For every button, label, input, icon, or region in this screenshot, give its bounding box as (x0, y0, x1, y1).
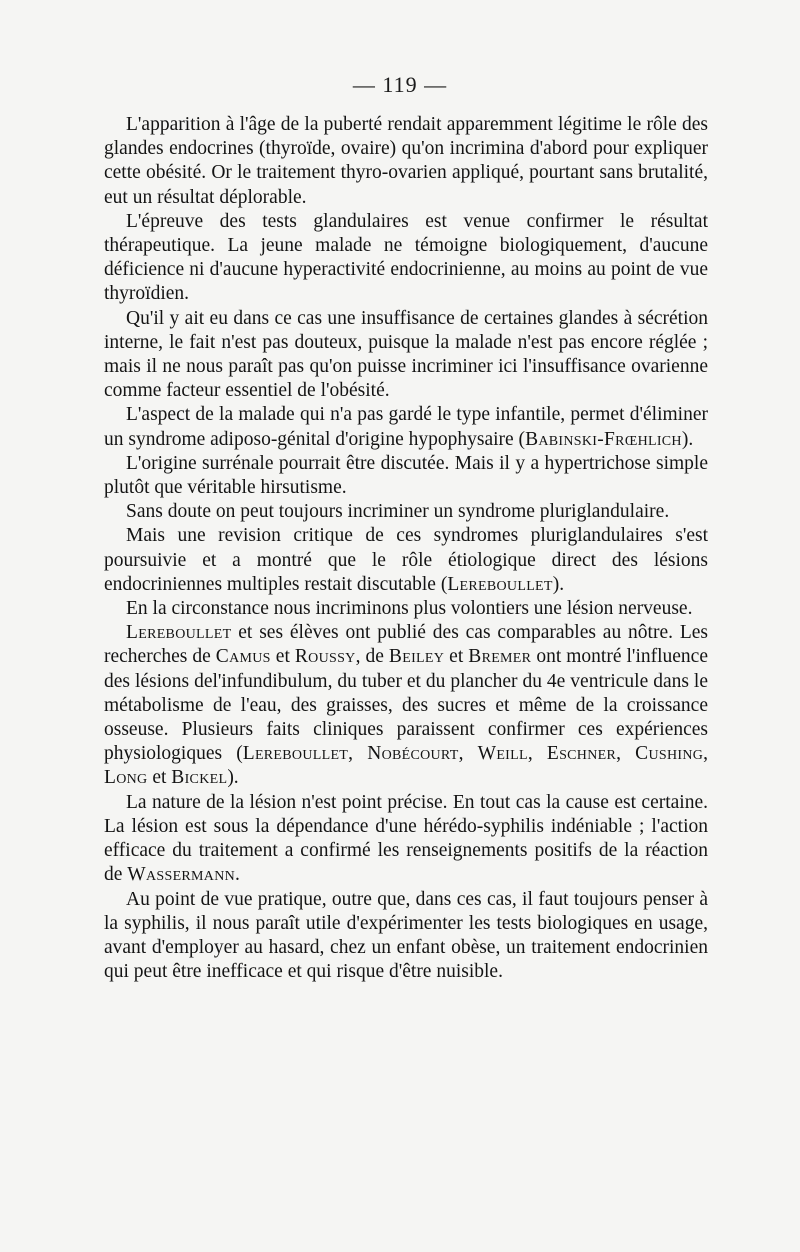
page-number: — 119 — (352, 72, 448, 97)
text-run: et ses élèves ont publié des cas comparables au nôtre. Les recherches de (104, 622, 708, 668)
text-run: , de (355, 646, 389, 668)
text-run: , (527, 743, 547, 765)
author-name: Babinski-Frœhlich (525, 428, 682, 450)
paragraph (104, 403, 708, 451)
text-run: La nature de la lésion n'est point précise. En tout cas la cause est certaine. La lésion est sous la dépendance d'une hérédo-syphilis indéniable ; l'action efficace du traitement a confirmé les renseignements positifs de la réaction de (104, 791, 708, 886)
author-name: Nobécourt (367, 743, 459, 765)
paragraph (104, 500, 708, 524)
paragraph (104, 791, 708, 888)
text-run: , (348, 743, 368, 765)
paragraph (104, 597, 708, 621)
text-run: Sans doute on peut toujours incriminer un syndrome pluriglandulaire. (126, 501, 670, 523)
paragraph (104, 307, 708, 404)
text-run: ). (227, 767, 239, 789)
author-name: Wassermann (127, 864, 236, 886)
text-run: L'épreuve des tests glandulaires est venue confirmer le résultat thérapeutique. La jeune malade ne témoigne biologiquement, d'aucune déficience ni d'aucune hyperactivité endocrinienne, au moins au point de vue thyroïdien. (104, 210, 708, 305)
text-run: et (270, 646, 295, 668)
author-name: Long (104, 767, 148, 789)
text-run: Mais une revision critique de ces syndromes pluriglandulaires s'est poursuivie et a montré que le rôle étiologique direct des lésions endocriniennes multiples restait discutable ( (104, 525, 708, 595)
text-run: , (616, 743, 636, 765)
author-name: Beiley (388, 646, 445, 668)
text-run: ont montré l'influence des lésions del'infundibulum, du tuber et du plancher du 4e ventricule dans le métabolisme de l'eau, des graisses, des sucres et même de la croissance osseuse. Plusieurs faits cliniques paraissent confirmer ces expériences physiologiques ( (104, 646, 708, 765)
body-text (104, 113, 708, 984)
text-run: ). (681, 428, 694, 450)
paragraph (104, 524, 708, 597)
text-run: ). (552, 573, 565, 595)
text-run: En la circonstance nous incriminons plus volontiers une lésion nerveuse. (126, 598, 693, 620)
paragraph (104, 210, 708, 307)
paragraph (104, 452, 708, 500)
text-run: , (703, 743, 709, 765)
paragraph (104, 621, 708, 790)
paragraph (104, 888, 708, 985)
text-run: L'aspect de la malade qui n'a pas gardé le type infantile, permet d'éliminer un syndrome adiposo-génital d'origine hypophysaire ( (104, 404, 708, 450)
author-name: Lereboullet (242, 743, 349, 765)
author-name: Eschner (546, 743, 617, 765)
author-name: Lereboullet (447, 573, 553, 595)
text-run: . (235, 864, 240, 886)
author-name: Cushing (635, 743, 704, 765)
text-run: Au point de vue pratique, outre que, dans ces cas, il faut toujours penser à la syphilis, il nous paraît utile d'expérimenter les tests biologiques en usage, avant d'employer au hasard, chez un enfant obèse, un traitement endocrinien qui peut être inefficace et qui risque d'être nuisible. (104, 888, 708, 983)
author-name: Camus (215, 646, 271, 668)
author-name: Lereboullet (126, 622, 232, 644)
text-run: L'apparition à l'âge de la puberté rendait apparemment légitime le rôle des glandes endocrines (thyroïde, ovaire) qu'on incrimina d'abord pour expliquer cette obésité. Or le traitement thyro-ovarien appliqué, pourtant sans brutalité, eut un résultat déplorable. (104, 114, 708, 208)
text-run: et (444, 646, 469, 668)
text-run: L'origine surrénale pourrait être discutée. Mais il y a hypertrichose simple plutôt que véritable hirsutisme. (104, 452, 708, 499)
author-name: Weill (477, 743, 528, 765)
text-run: Qu'il y ait eu dans ce cas une insuffisance de certaines glandes à sécrétion interne, le fait n'est pas douteux, puisque la malade n'est pas encore réglée ; mais il ne nous paraît pas qu'on puisse incriminer ici l'insuffisance ovarienne comme facteur essentiel de l'obésité. (104, 307, 708, 402)
text-run: , (458, 743, 478, 765)
author-name: Bickel (171, 767, 228, 789)
author-name: Roussy (294, 646, 356, 668)
paragraph (104, 113, 708, 210)
author-name: Bremer (468, 646, 532, 668)
text-run: et (147, 767, 172, 789)
